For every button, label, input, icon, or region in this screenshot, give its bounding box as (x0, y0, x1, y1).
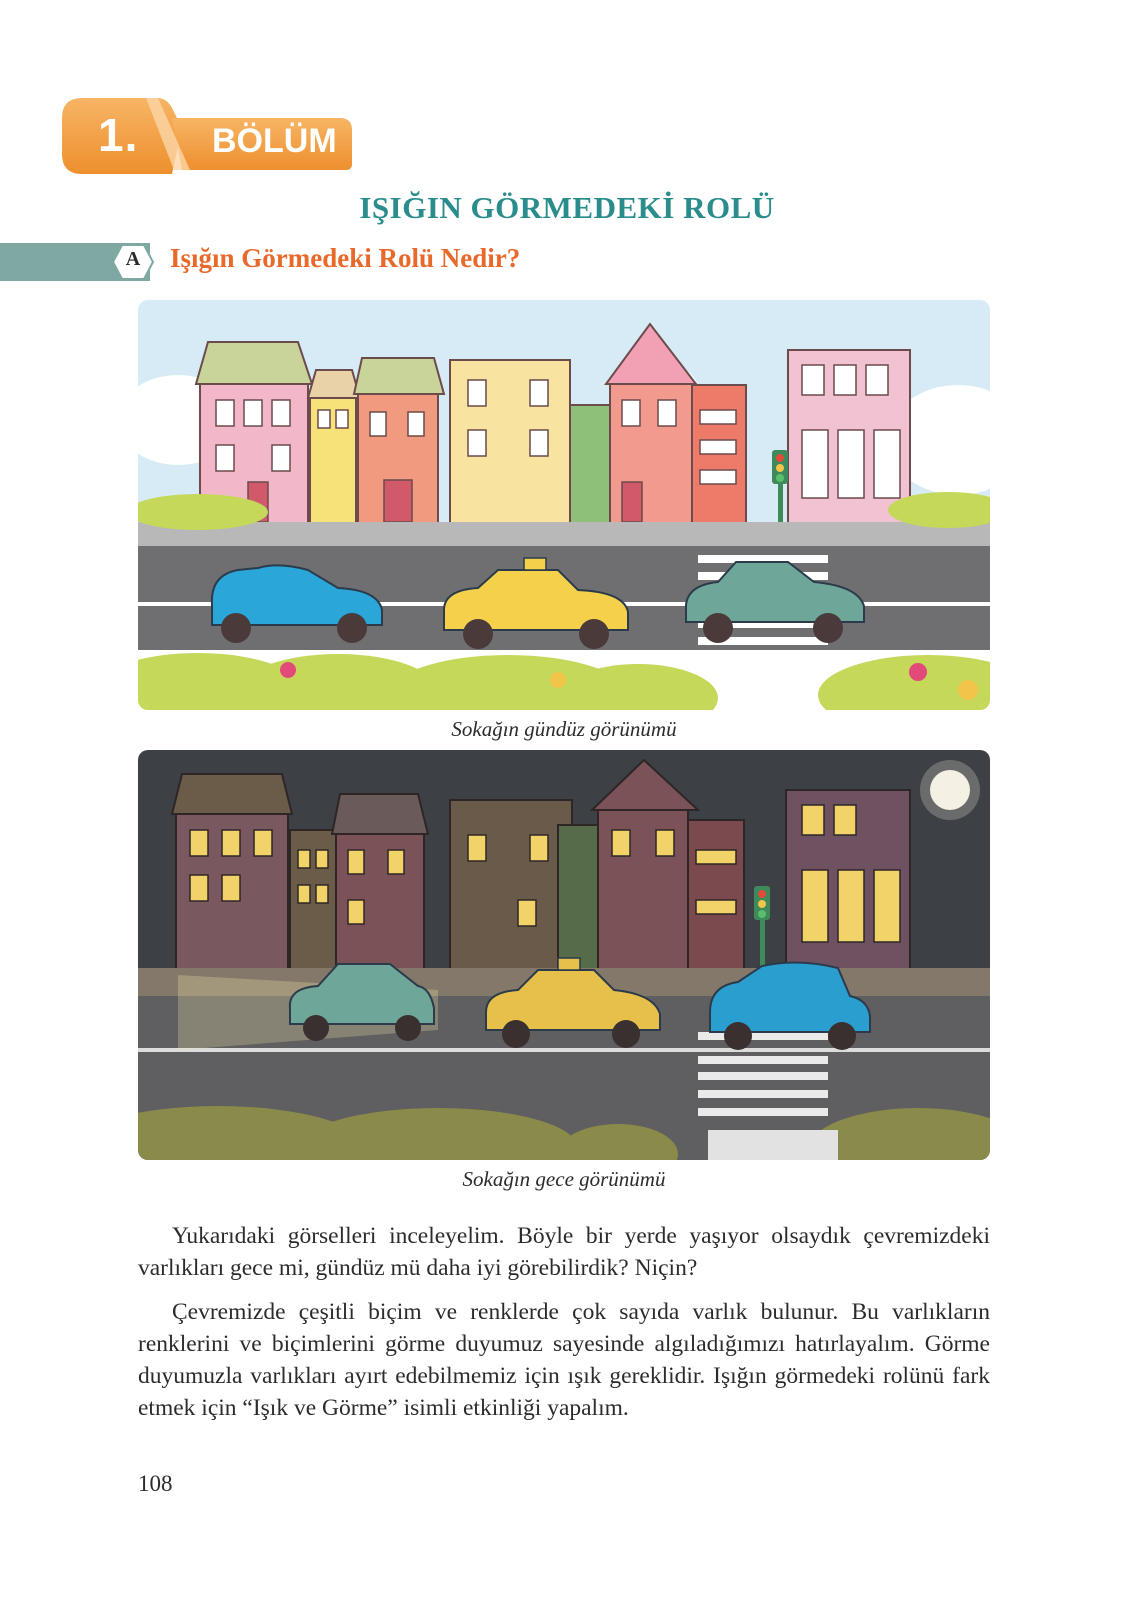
page-number: 108 (138, 1471, 173, 1496)
night-street-illustration (138, 750, 990, 1160)
section-title: Işığın Görmedeki Rolü Nedir? (170, 243, 521, 273)
chapter-word: BÖLÜM (212, 122, 337, 160)
day-figure-caption: Sokağın gündüz görünümü (451, 717, 677, 741)
section-letter: A (125, 248, 141, 270)
paragraph-explanation: Çevremizde çeşitli biçim ve renklerde çok sayıda varlık bulunur. Bu varlıkların renklerini ve biçimlerini görme duyumuz sayesinde algıladığımızı hatırlayalım. Görme duyumuzla varlıkları ayırt edebilmemiz için ışık gereklidir. Işığın görmedeki rolünü fark etmek için “Işık ve Görme” isimli etkinliği yapalım. (138, 1299, 990, 1421)
paragraph-intro: Yukarıdaki görselleri inceleyelim. Böyle bir yerde yaşıyor olsaydık çevremizdeki varlıkları gece mi, gündüz mü daha iyi görebilirdik? Niçin? (138, 1223, 990, 1281)
chapter-number: 1. (98, 109, 139, 161)
day-street-illustration (138, 300, 990, 710)
night-figure-caption: Sokağın gece görünümü (462, 1167, 666, 1191)
chapter-title: IŞIĞIN GÖRMEDEKİ ROLÜ (359, 190, 775, 225)
chapter-badge (62, 98, 362, 174)
